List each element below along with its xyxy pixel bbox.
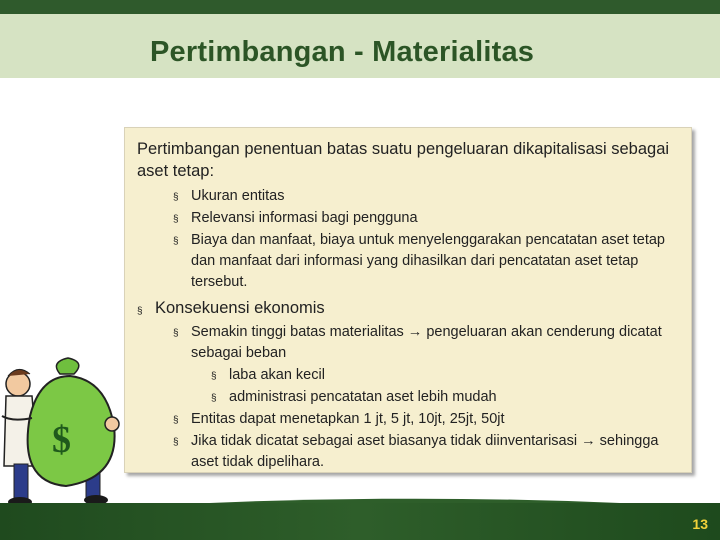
page-number: 13 [692, 516, 708, 532]
bullet-icon: § [137, 306, 143, 317]
bullet-icon: § [173, 328, 179, 339]
bullet-icon: § [173, 214, 179, 225]
money-bag-clipart-icon [0, 354, 122, 512]
top-bar [0, 0, 720, 14]
bullet-icon: § [211, 371, 217, 382]
content-box: Pertimbangan penentuan batas suatu pengeluaran dikapitalisasi sebagai aset tetap: § Ukuran entitas § Relevansi informasi bagi pengguna § Biaya dan manfaat, biaya untuk menyelenggarakan pencatatan aset tetap dan manfaat dari informasi yang dihasilkan dari pencatatan aset tetap tersebut. § Konsekuensi ekonomis § Semakin tinggi batas materialitas → pengeluaran akan cenderung dicatat sebagai beban § laba akan kecil § administrasi pencatatan aset lebih mudah § Entitas dapat menetapkan 1 jt, 5 jt, 10jt, 25jt, 50jt § Jika tidak dicatat sebagai aset biasanya tidak diinventarisasi → sehingga aset tidak dipelihara. [124, 127, 692, 473]
svg-text:$: $ [52, 419, 71, 461]
bullet-icon: § [211, 393, 217, 404]
slide-title: Pertimbangan - Materialitas [150, 36, 535, 68]
bullet-icon: § [173, 192, 179, 203]
bullet-icon: § [173, 415, 179, 426]
bullet-icon: § [173, 236, 179, 247]
bottom-bar [0, 503, 720, 540]
intro-text: Pertimbangan penentuan batas suatu pengeluaran dikapitalisasi sebagai aset tetap: [137, 140, 670, 180]
bullet-icon: § [173, 437, 179, 448]
